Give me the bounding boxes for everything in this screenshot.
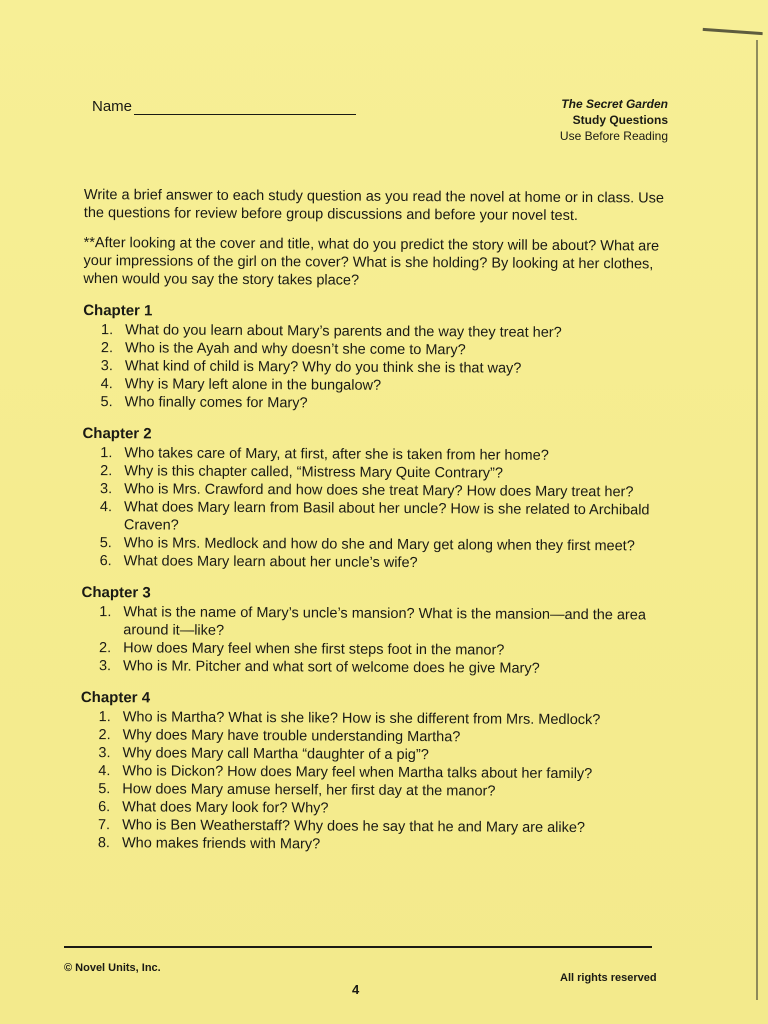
- question-number: 3.: [100, 481, 113, 498]
- question-text: Why does Mary call Martha “daughter of a pig”?: [122, 745, 429, 764]
- question-number: 6.: [99, 553, 112, 570]
- question-text: Why is Mary left alone in the bungalow?: [124, 376, 382, 394]
- question-text: Who makes friends with Mary?: [121, 835, 321, 853]
- question-number: 2.: [99, 640, 112, 657]
- question-number: 1.: [99, 604, 112, 621]
- question-text: Who is Ben Weatherstaff? Why does he say that he and Mary are alike?: [122, 817, 586, 837]
- question-text: Who finally comes for Mary?: [124, 394, 308, 412]
- question-text: Why does Mary have trouble understanding Martha?: [122, 727, 461, 746]
- chapter-heading: Chapter 2: [82, 424, 152, 443]
- name-blank-line: [134, 98, 356, 115]
- question-number: 3.: [100, 358, 113, 375]
- page-edge-right: [753, 40, 758, 1000]
- question-text: Why is this chapter called, “Mistress Mary Quite Contrary”?: [124, 463, 504, 482]
- question-item: [80, 834, 670, 856]
- question-text: Who is the Ayah and why doesn’t she come to Mary?: [124, 340, 466, 359]
- question-number: 5.: [98, 781, 111, 798]
- question-text: How does Mary amuse herself, her first day at the manor?: [122, 781, 496, 800]
- question-text: Who is Martha? What is she like? How is she different from Mrs. Medlock?: [122, 709, 601, 729]
- question-number: 5.: [99, 535, 112, 552]
- chapter-section: [81, 584, 672, 679]
- question-list: [81, 603, 671, 679]
- question-number: 6.: [98, 799, 111, 816]
- question-item: [81, 603, 671, 643]
- chapter-heading: Chapter 4: [80, 688, 151, 707]
- question-list: [80, 708, 671, 856]
- question-number: 2.: [100, 463, 113, 480]
- name-label: Name: [92, 98, 133, 115]
- question-number: 4.: [98, 763, 111, 780]
- question-text: Who is Mr. Pitcher and what sort of welcome does he give Mary?: [123, 658, 540, 677]
- chapter-section: [82, 425, 673, 574]
- rights-notice: All rights reserved: [560, 972, 657, 984]
- worksheet-usage: Use Before Reading: [559, 129, 668, 143]
- question-text: What does Mary learn about her uncle’s wife?: [123, 553, 418, 572]
- question-number: 7.: [97, 817, 111, 834]
- question-number: 1.: [100, 445, 113, 462]
- question-item: [82, 552, 672, 574]
- question-number: 4.: [100, 376, 113, 393]
- question-number: 2.: [100, 340, 114, 357]
- question-list: [83, 321, 674, 415]
- chapters-list: [80, 302, 673, 856]
- question-text: What kind of child is Mary? Why do you think she is that way?: [124, 358, 522, 377]
- worksheet-content: [80, 186, 674, 856]
- footer-rule: [64, 946, 652, 948]
- worksheet-subtitle: Study Questions: [572, 113, 668, 127]
- chapter-heading: Chapter 3: [81, 583, 151, 602]
- question-text: What is the name of Mary’s uncle’s mansion? What is the mansion—and the area around it—like?: [123, 604, 646, 639]
- question-text: Who is Dickon? How does Mary feel when Martha talks about her family?: [122, 763, 593, 783]
- name-field-row: [92, 98, 356, 115]
- question-number: 1.: [100, 322, 114, 339]
- question-number: 2.: [98, 727, 111, 744]
- question-text: Who is Mrs. Crawford and how does she treat Mary? How does Mary treat her?: [124, 481, 634, 501]
- page-number: 4: [352, 982, 360, 997]
- chapter-section: [83, 302, 674, 415]
- book-title: The Secret Garden: [561, 97, 668, 111]
- question-number: 3.: [98, 745, 111, 762]
- chapter-heading: Chapter 1: [83, 301, 153, 320]
- instructions-paragraph: Write a brief answer to each study question as you read the novel at home or in class. Use the questions for review before group discussions and before your novel test.: [83, 186, 665, 225]
- question-text: Who is Mrs. Medlock and how do she and Mary get along when they first meet?: [123, 535, 635, 555]
- question-number: 1.: [98, 709, 111, 726]
- question-text: What do you learn about Mary’s parents and the way they treat her?: [125, 322, 562, 341]
- question-text: What does Mary learn from Basil about her uncle? How is she related to Archibald Craven?: [123, 499, 650, 534]
- question-item: [82, 498, 672, 538]
- question-text: How does Mary feel when she first steps foot in the manor?: [123, 640, 505, 659]
- question-text: Who takes care of Mary, at first, after she is taken from her home?: [124, 445, 549, 464]
- question-item: [81, 657, 671, 679]
- question-item: [83, 393, 673, 415]
- prediction-paragraph: **After looking at the cover and title, what do you predict the story will be about? What are your impressions of the girl on the cover? What is she holding? By looking at her clothes, when would you say the story takes place?: [83, 234, 660, 289]
- question-text: What does Mary look for? Why?: [122, 799, 329, 817]
- question-number: 5.: [100, 394, 113, 411]
- question-number: 4.: [99, 499, 113, 516]
- chapter-section: [80, 689, 671, 856]
- question-list: [82, 444, 673, 574]
- copyright-notice: © Novel Units, Inc.: [64, 962, 161, 974]
- title-block: [560, 96, 668, 144]
- question-number: 3.: [98, 658, 112, 675]
- question-number: 8.: [97, 835, 111, 852]
